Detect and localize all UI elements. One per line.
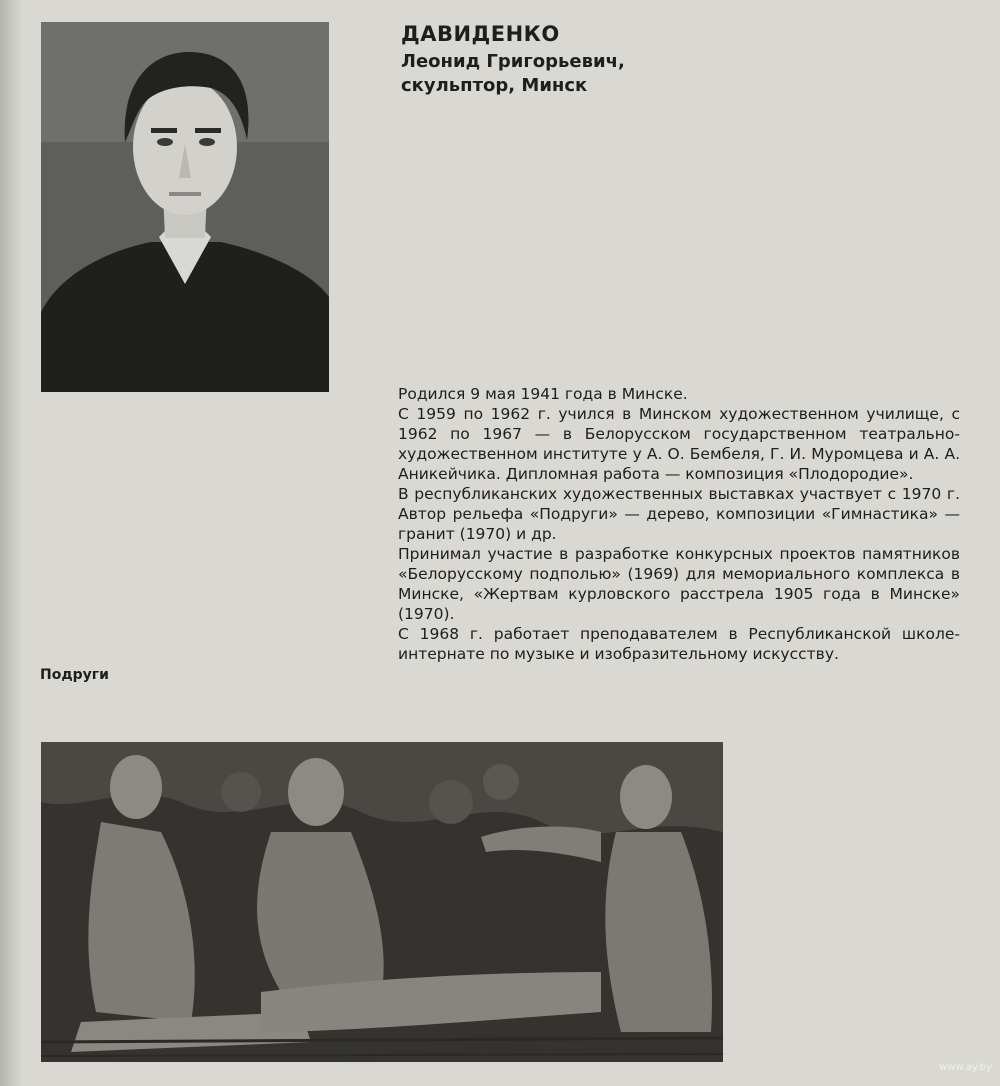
bio-paragraph: Родился 9 мая 1941 года в Минске. — [398, 385, 688, 403]
watermark: www.ay.by — [939, 1062, 992, 1073]
relief-photo — [41, 742, 723, 1062]
artist-name: Леонид Григорьевич, — [401, 51, 625, 72]
bio-paragraph: Принимал участие в разработке конкурсных проектов памятников «Белорусскому подполью» (1969) для мемориального комплекса в Минске, «Жертвам курловского расстрела 1905 года в Минске» (1970). — [398, 545, 960, 623]
bio-paragraph: С 1968 г. работает преподавателем в Республиканской школе-интернате по музыке и изобразительному искусству. — [398, 625, 960, 663]
relief-illustration — [41, 742, 723, 1062]
portrait-illustration — [41, 22, 329, 392]
artist-surname: ДАВИДЕНКО — [401, 22, 560, 46]
bio-paragraph: В республиканских художественных выставках участвует с 1970 г. Автор рельефа «Подруги» — дерево, композиции «Гимнастика» — гранит (1970) и др. — [398, 485, 960, 543]
portrait-photo — [41, 22, 329, 392]
artwork-caption: Подруги — [40, 667, 109, 683]
page-gutter-shadow — [0, 0, 22, 1086]
artist-profession: скульптор, Минск — [401, 75, 588, 96]
biography-text — [398, 384, 960, 664]
artist-header — [401, 22, 625, 98]
bio-paragraph: С 1959 по 1962 г. учился в Минском художественном училище, с 1962 по 1967 — в Белорусском государственном театрально-художественном институте у А. О. Бембеля, Г. И. Муромцева и А. А. Аникейчика. Дипломная работа — композиция «Плодородие». — [398, 405, 960, 483]
